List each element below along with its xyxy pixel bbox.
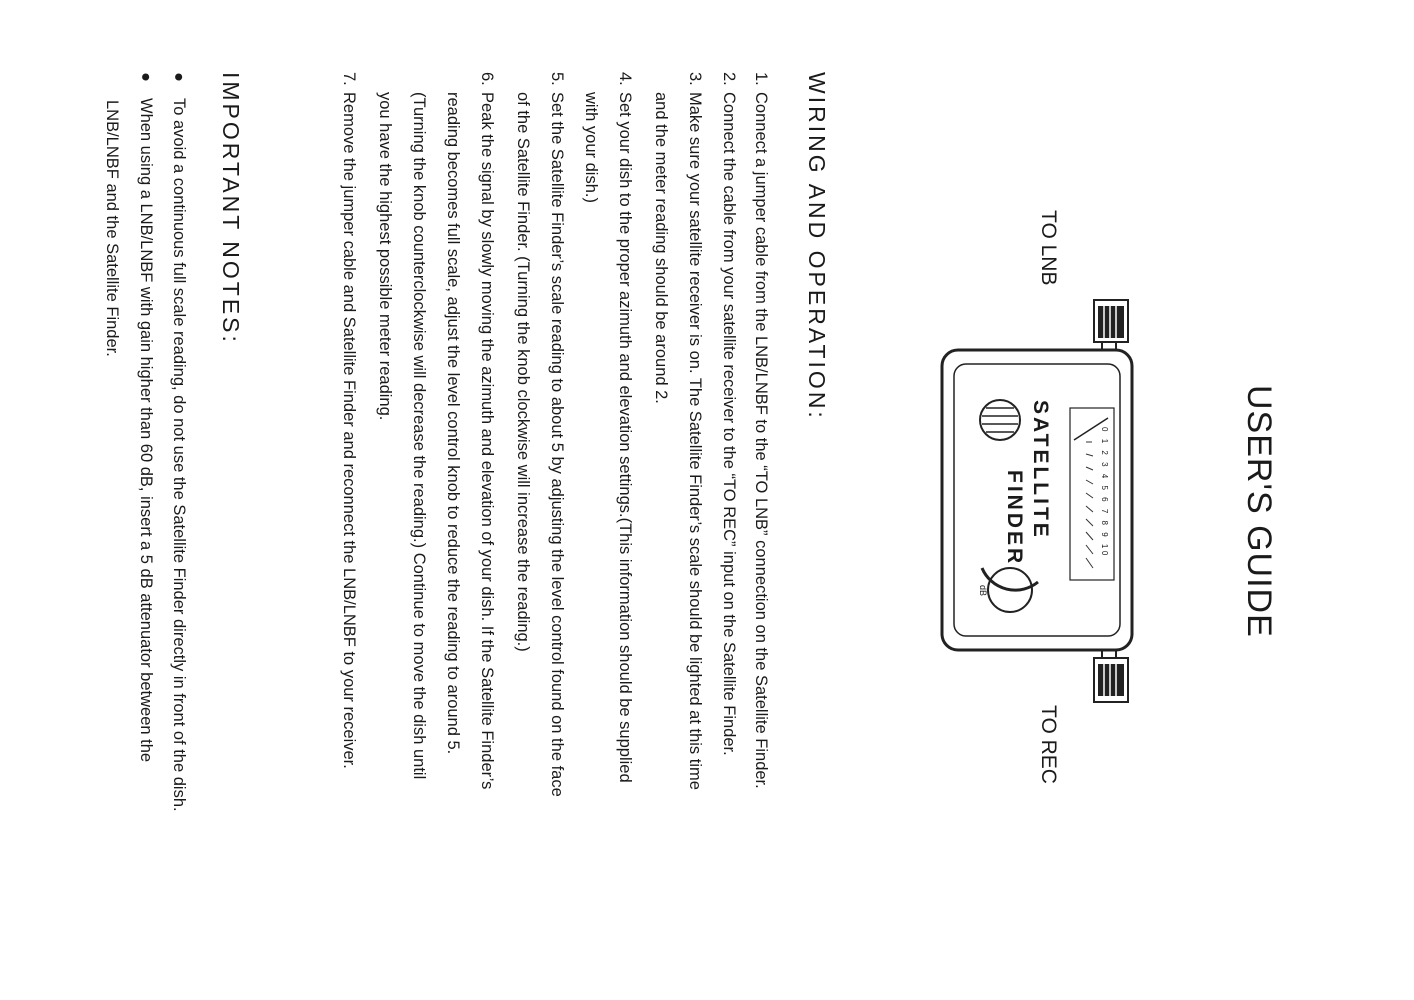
scale-label: 2: [1100, 450, 1109, 458]
step-number: 5.: [548, 72, 566, 86]
step-text: Set your dish to the proper azimuth and elevation settings.(This information should be supplied: [616, 92, 634, 783]
scale-label: 0: [1100, 427, 1109, 434]
step-5: [546, 72, 566, 912]
note-2-line-2: LNB/LNBF and the Satellite Finder.: [103, 100, 121, 357]
brand-line-2: FINDER: [1003, 470, 1026, 567]
step-number: 3.: [686, 72, 704, 86]
wiring-heading: WIRING AND OPERATION:: [804, 72, 830, 421]
step-number: 6.: [478, 72, 496, 86]
step-number: 2.: [720, 72, 738, 86]
step-6-line-4: you have the highest possible meter reading.: [376, 92, 394, 421]
step-text: Connect a jumper cable from the LNB/LNBF to the “TO LNB” connection on the Satellite Finder.: [752, 92, 770, 789]
step-number: 7.: [340, 72, 358, 86]
step-4: [614, 72, 634, 912]
step-number: 4.: [616, 72, 634, 86]
step-4-line-2: with your dish.): [582, 92, 600, 203]
brand-line-1: SATELLITE: [1029, 400, 1052, 540]
bullet-icon: ●: [170, 72, 188, 82]
step-2: [718, 72, 738, 912]
step-5-line-2: of the Satellite Finder. (Turning the knob clockwise will increase the reading.): [514, 92, 532, 652]
scale-label: 9: [1100, 532, 1109, 540]
note-text: To avoid a continuous full scale reading, do not use the Satellite Finder directly in front of the dish.: [170, 98, 188, 812]
page-title: USER'S GUIDE: [1240, 385, 1278, 638]
note-text: When using a LNB/LNBF with gain higher than 60 dB, insert a 5 dB attenuator between the: [137, 98, 155, 763]
step-7: [338, 72, 358, 932]
step-number: 1.: [752, 72, 770, 86]
step-6-line-2: reading becomes full scale, adjust the level control knob to reduce the reading to around 5.: [444, 92, 462, 755]
scale-label: 4: [1100, 473, 1109, 481]
scale-label: 10: [1100, 543, 1109, 558]
step-text: Connect the cable from your satellite receiver to the “TO REC” input on the Satellite Finder.: [720, 92, 738, 756]
bullet-icon: ●: [137, 72, 155, 82]
step-6-line-3: (Turning the knob counterclockwise will decrease the reading.) Continue to move the dish until: [410, 92, 428, 780]
scale-label: 1: [1100, 438, 1109, 446]
step-text: Make sure your satellite receiver is on. The Satellite Finder’s scale should be lighted at this time: [686, 92, 704, 790]
notes-heading: IMPORTANT NOTES:: [218, 72, 244, 345]
step-3-line-2: and the meter reading should be around 2.: [652, 92, 670, 404]
note-2: [135, 72, 155, 942]
step-3: [684, 72, 704, 912]
step-text: Peak the signal by slowly moving the azimuth and elevation of your dish. If the Satellite Finder’s: [478, 92, 496, 790]
lnb-connector-icon: [1094, 300, 1128, 352]
scale-label: 8: [1100, 520, 1109, 528]
speaker-grille-icon: [980, 400, 1020, 440]
to-lnb-label: TO LNB: [1037, 210, 1060, 286]
to-rec-label: TO REC: [1037, 705, 1060, 784]
note-1: [168, 72, 188, 942]
step-6: [476, 72, 496, 932]
meter-scale-labels: [1100, 427, 1109, 558]
step-1: [750, 72, 770, 912]
db-unit-label: dB: [978, 585, 988, 597]
step-text: Remove the jumper cable and Satellite Finder and reconnect the LNB/LNBF to your receiver.: [340, 92, 358, 769]
rec-connector-icon: [1094, 648, 1128, 702]
step-text: Set the Satellite Finder’s scale reading to about 5 by adjusting the level control found on the face: [548, 92, 566, 797]
scale-label: 7: [1100, 508, 1109, 516]
scale-label: 3: [1100, 462, 1109, 470]
scale-label: 5: [1100, 485, 1109, 493]
scale-label: 6: [1100, 497, 1109, 505]
